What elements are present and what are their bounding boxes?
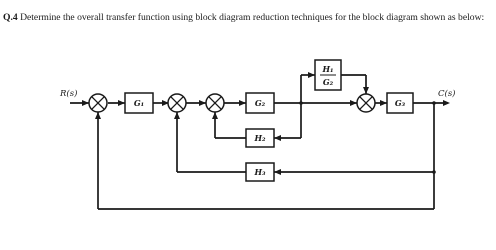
block-g1: [125, 93, 153, 113]
takeoff-point-feedback: [432, 170, 436, 174]
block-g3-label: G₃: [394, 98, 406, 108]
block-h2-label: H₂: [254, 133, 266, 143]
block-g3: [387, 93, 413, 113]
input-signal-label: R(s): [60, 89, 78, 99]
question-body: Determine the overall transfer function using block diagram reduction techniques for the block diagram shown as below:: [20, 12, 485, 23]
block-g2: [246, 93, 274, 113]
summing-junction-3: [206, 94, 224, 112]
block-g1-label: G₁: [133, 98, 145, 108]
block-h3-label: H₃: [254, 167, 266, 177]
block-g2-denominator: G₂: [322, 77, 334, 87]
takeoff-point-output: [432, 101, 436, 105]
block-h1-numerator: H₁: [322, 64, 334, 74]
summing-junction-1: [89, 94, 107, 112]
block-g2-label: G₂: [254, 98, 266, 108]
unity-feedback-path: [98, 112, 434, 209]
block-h2: [246, 129, 274, 147]
summing-junction-4: [357, 94, 375, 112]
takeoff-point-g2-output: [299, 101, 303, 105]
block-h3: [246, 163, 274, 181]
output-signal-label: C(s): [438, 89, 456, 99]
arrowheads: [82, 72, 450, 175]
block-h1-over-g2: [315, 60, 341, 90]
question-number: Q.4: [3, 12, 18, 23]
summing-junction-2: [168, 94, 186, 112]
